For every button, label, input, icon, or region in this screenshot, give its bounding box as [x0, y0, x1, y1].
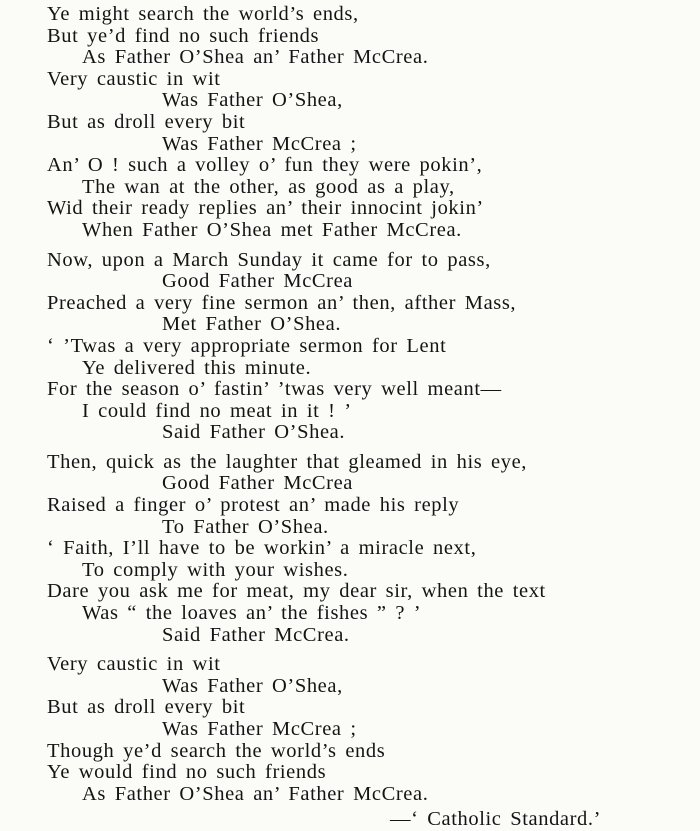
- poem-line: Very caustic in wit: [47, 67, 221, 90]
- poem-line: As Father O’Shea an’ Father McCrea.: [82, 782, 429, 805]
- poem-line: Dare you ask me for meat, my dear sir, when the text: [47, 580, 546, 603]
- poem-line: To comply with your wishes.: [82, 558, 349, 581]
- stanza: [0, 250, 700, 444]
- poem-line: But ye’d find no such friends: [47, 24, 320, 47]
- stanza: [0, 4, 700, 242]
- poem-line: Was Father McCrea ;: [162, 718, 357, 740]
- poem-line: Was Father O’Shea,: [162, 674, 343, 697]
- poem-line: Was “ the loaves an’ the fishes ” ? ’: [82, 602, 422, 625]
- poem-line: Ye might search the world’s ends,: [47, 3, 359, 25]
- poem-line: To Father O’Shea.: [162, 515, 329, 538]
- poem-line: As Father O’Shea an’ Father McCrea.: [82, 46, 429, 69]
- poem-line: Said Father O’Shea.: [162, 421, 346, 444]
- poem-line: Met Father O’Shea.: [162, 313, 342, 336]
- poem-line: Good Father McCrea: [162, 472, 353, 495]
- poem-line: For the season o’ fastin’ ’twas very well meant—: [47, 378, 502, 401]
- poem-line: Now, upon a March Sunday it came for to pass,: [47, 248, 491, 271]
- poem-line: Was Father McCrea ;: [162, 132, 357, 155]
- poem-line: Good Father McCrea: [162, 270, 353, 293]
- poem-line: Though ye’d search the world’s ends: [47, 739, 386, 762]
- poem-line: Very caustic in wit: [47, 653, 221, 676]
- stanza: [0, 452, 700, 646]
- poem-line: Raised a finger o’ protest an’ made his reply: [47, 494, 460, 517]
- poem-line: ‘ ’Twas a very appropriate sermon for Lent: [47, 334, 447, 357]
- poem-line: Said Father McCrea.: [162, 623, 350, 646]
- poem-line: Wid their ready replies an’ their innocint jokin’: [47, 197, 484, 220]
- poem-line: Ye delivered this minute.: [82, 356, 312, 379]
- attribution: —‘ Catholic Standard.’: [390, 808, 602, 831]
- poem-line: The wan at the other, as good as a play,: [82, 175, 455, 198]
- poem-line: I could find no meat in it ! ’: [82, 399, 352, 422]
- poem-line: When Father O’Shea met Father McCrea.: [82, 218, 462, 241]
- poem-line: But as droll every bit: [47, 110, 246, 133]
- poem-line: Then, quick as the laughter that gleamed in his eye,: [47, 450, 528, 473]
- poem-line: Preached a very fine sermon an’ then, afther Mass,: [47, 291, 517, 314]
- poem-line: But as droll every bit: [47, 696, 246, 719]
- poem-line: Ye would find no such friends: [47, 761, 327, 784]
- stanza: [0, 654, 700, 805]
- poem-line: Was Father O’Shea,: [162, 89, 343, 112]
- poem-line: ‘ Faith, I’ll have to be workin’ a miracle next,: [47, 537, 477, 560]
- poem-line: An’ O ! such a volley o’ fun they were pokin’,: [47, 154, 483, 177]
